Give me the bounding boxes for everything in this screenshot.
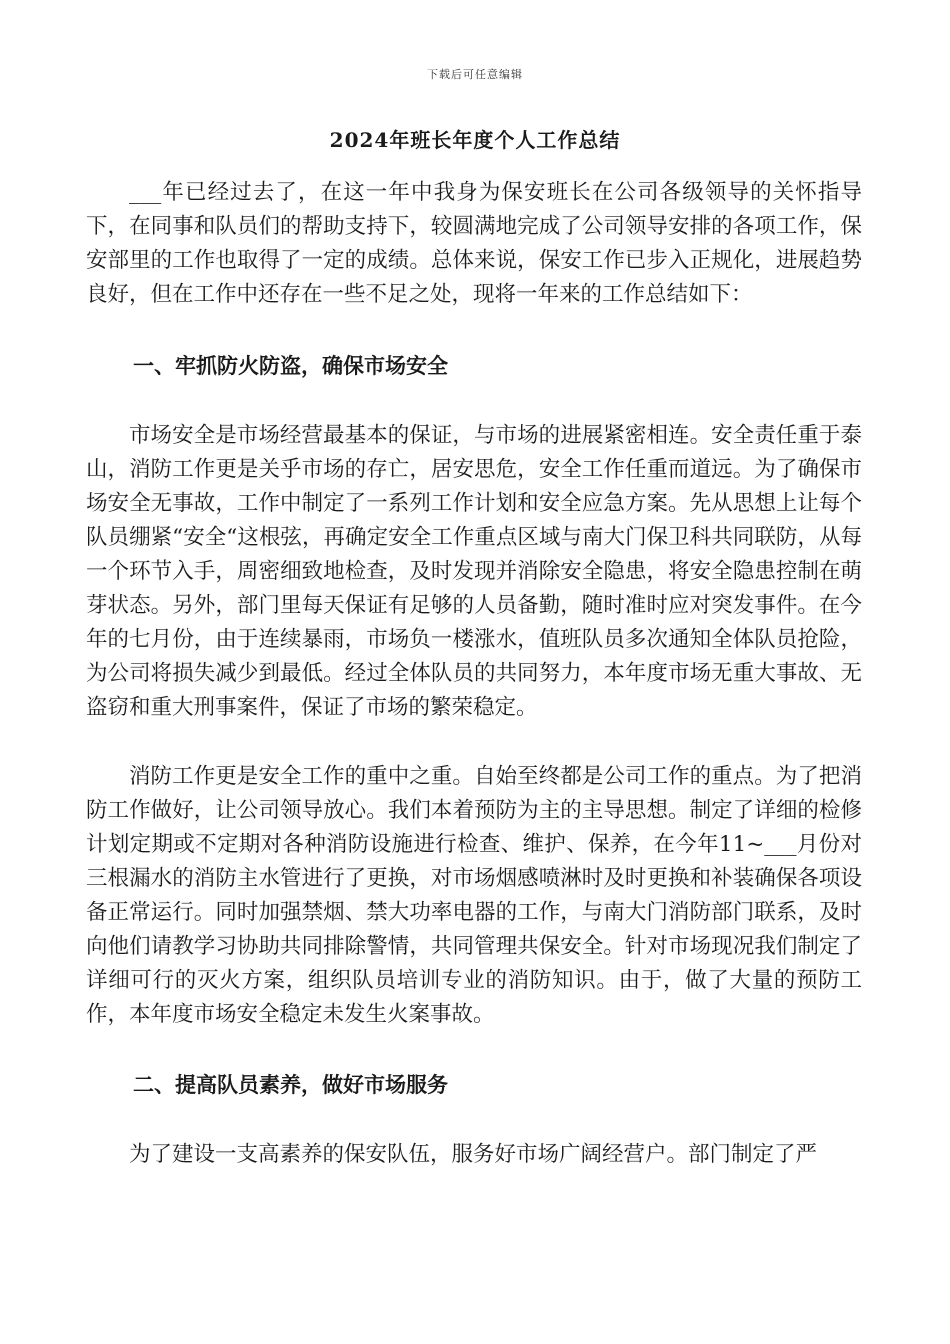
document-body <box>86 176 862 1172</box>
section-1-heading: 一、牢抓防火防盗，确保市场安全 <box>133 353 448 378</box>
section-1-paragraph-1: 市场安全是市场经营最基本的保证，与市场的进展紧密相连。安全责任重于泰山，消防工作更是关乎市场的存亡，居安思危，安全工作任重而道远。为了确保市场安全无事故，工作中制定了一系列工作计划和安全应急方案。先从思想上让每个队员绷紧“安全“这根弦，再确定安全工作重点区域与南大门保卫科共同联防，从每一个环节入手，周密细致地检查，及时发现并消除安全隐患，将安全隐患控制在萌芽状态。另外，部门里每天保证有足够的人员备勤，随时准时应对突发事件。在今年的七月份，由于连续暴雨，市场负一楼涨水，值班队员多次通知全体队员抢险，为公司将损失减少到最低。经过全体队员的共同努力，本年度市场无重大事故、无盗窃和重大刑事案件，保证了市场的繁荣稳定。 <box>86 423 862 720</box>
section-1-paragraph-2: 消防工作更是安全工作的重中之重。自始至终都是公司工作的重点。为了把消防工作做好，让公司领导放心。我们本着预防为主的主导思想。制定了详细的检修计划定期或不定期对各种消防设施进行检查、维护、保养，在今年11~___月份对三根漏水的消防主水管进行了更换，对市场烟感喷淋时及时更换和补装确保各项设备正常运行。同时加强禁烟、禁大功率电器的工作，与南大门消防部门联系，及时向他们请教学习协助共同排除警情，共同管理共保安全。针对市场现况我们制定了详细可行的灭火方案，组织队员培训专业的消防知识。由于，做了大量的预防工作，本年度市场安全稳定未发生火案事故。 <box>86 764 862 1027</box>
section-2-heading: 二、提高队员素养，做好市场服务 <box>133 1072 448 1097</box>
header-note: 下载后可任意编辑 <box>427 68 523 81</box>
document-title: 2024年班长年度个人工作总结 <box>329 128 621 152</box>
intro-paragraph: ___年已经过去了，在这一年中我身为保安班长在公司各级领导的关怀指导下，在同事和队员们的帮助支持下，较圆满地完成了公司领导安排的各项工作，保安部里的工作也取得了一定的成绩。总体来说，保安工作已步入正规化，进展趋势良好，但在工作中还存在一些不足之处，现将一年来的工作总结如下： <box>86 180 862 307</box>
section-2-paragraph-1: 为了建设一支高素养的保安队伍，服务好市场广阔经营户。部门制定了严 <box>129 1142 818 1167</box>
